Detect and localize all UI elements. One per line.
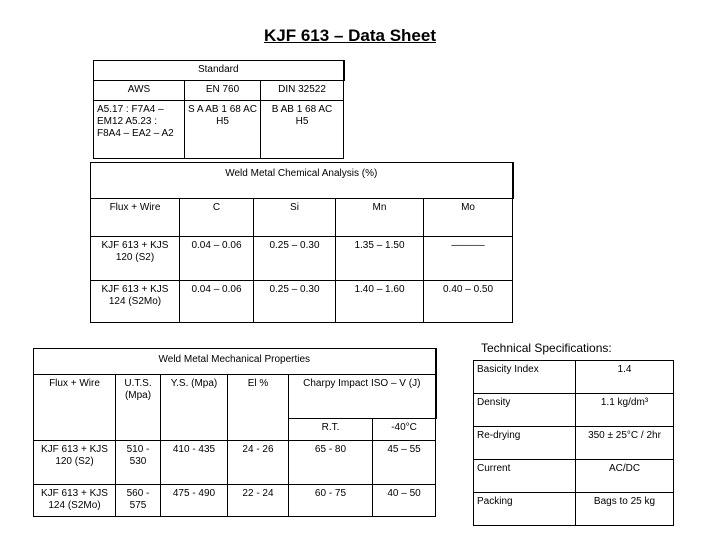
col-c: C	[180, 199, 254, 237]
col-aws: AWS	[94, 81, 185, 101]
cell: KJF 613 + KJS 124 (S2Mo)	[34, 485, 116, 517]
aws-value: A5.17 : F7A4 – EM12 A5.23 : F8A4 – EA2 – A2	[94, 101, 185, 159]
specs-table	[473, 360, 674, 526]
en760-value: S A AB 1 68 AC H5	[185, 101, 261, 159]
cell: 65 - 80	[289, 441, 373, 485]
cell: 410 - 435	[161, 441, 228, 485]
cell: KJF 613 + KJS 120 (S2)	[91, 237, 180, 281]
cell: 1.35 – 1.50	[336, 237, 424, 281]
din-value: B AB 1 68 AC H5	[261, 101, 344, 159]
table-row	[474, 427, 674, 460]
spec-value: 1.1 kg/dm³	[576, 394, 674, 427]
spec-value: 1.4	[576, 361, 674, 394]
page-title: KJF 613 – Data Sheet	[264, 26, 436, 45]
col-mn: Mn	[336, 199, 424, 237]
standard-table	[93, 60, 345, 159]
table-row	[34, 485, 436, 517]
col-din: DIN 32522	[261, 81, 344, 101]
col-ys: Y.S. (Mpa)	[161, 375, 228, 441]
col-rt: R.T.	[289, 419, 373, 441]
spec-value: 350 ± 25°C / 2hr	[576, 427, 674, 460]
cell: 40 – 50	[373, 485, 436, 517]
col-si: Si	[254, 199, 336, 237]
specs-title: Technical Specifications:	[481, 341, 612, 355]
spec-label: Re-drying	[474, 427, 576, 460]
cell: 510 - 530	[116, 441, 161, 485]
chemical-header: Weld Metal Chemical Analysis (%)	[91, 163, 513, 199]
table-row	[91, 281, 513, 323]
spec-label: Basicity Index	[474, 361, 576, 394]
cell: 0.04 – 0.06	[180, 281, 254, 323]
cell: 0.04 – 0.06	[180, 237, 254, 281]
cell: 22 - 24	[228, 485, 289, 517]
cell: 0.25 – 0.30	[254, 237, 336, 281]
table-row	[91, 237, 513, 281]
cell: 475 - 490	[161, 485, 228, 517]
mechanical-header: Weld Metal Mechanical Properties	[34, 349, 436, 375]
table-row	[34, 441, 436, 485]
col-charpy: Charpy Impact ISO – V (J)	[289, 375, 436, 419]
table-row	[474, 493, 674, 526]
cell: 0.40 – 0.50	[424, 281, 513, 323]
cell: ––––––	[424, 237, 513, 281]
table-row	[474, 361, 674, 394]
cell: 560 - 575	[116, 485, 161, 517]
spec-label: Density	[474, 394, 576, 427]
cell: 0.25 – 0.30	[254, 281, 336, 323]
col-en760: EN 760	[185, 81, 261, 101]
chemical-table	[90, 162, 514, 323]
table-row	[474, 460, 674, 493]
cell: 60 - 75	[289, 485, 373, 517]
col-flux-wire: Flux + Wire	[34, 375, 116, 441]
col-minus40: -40°C	[373, 419, 436, 441]
cell: 45 – 55	[373, 441, 436, 485]
col-el: El %	[228, 375, 289, 441]
spec-value: Bags to 25 kg	[576, 493, 674, 526]
spec-label: Packing	[474, 493, 576, 526]
table-row	[474, 394, 674, 427]
spec-label: Current	[474, 460, 576, 493]
col-flux-wire: Flux + Wire	[91, 199, 180, 237]
spec-value: AC/DC	[576, 460, 674, 493]
standard-header: Standard	[94, 61, 344, 81]
cell: 1.40 – 1.60	[336, 281, 424, 323]
mechanical-table	[33, 348, 437, 517]
cell: KJF 613 + KJS 120 (S2)	[34, 441, 116, 485]
col-mo: Mo	[424, 199, 513, 237]
col-uts: U.T.S. (Mpa)	[116, 375, 161, 441]
cell: 24 - 26	[228, 441, 289, 485]
cell: KJF 613 + KJS 124 (S2Mo)	[91, 281, 180, 323]
